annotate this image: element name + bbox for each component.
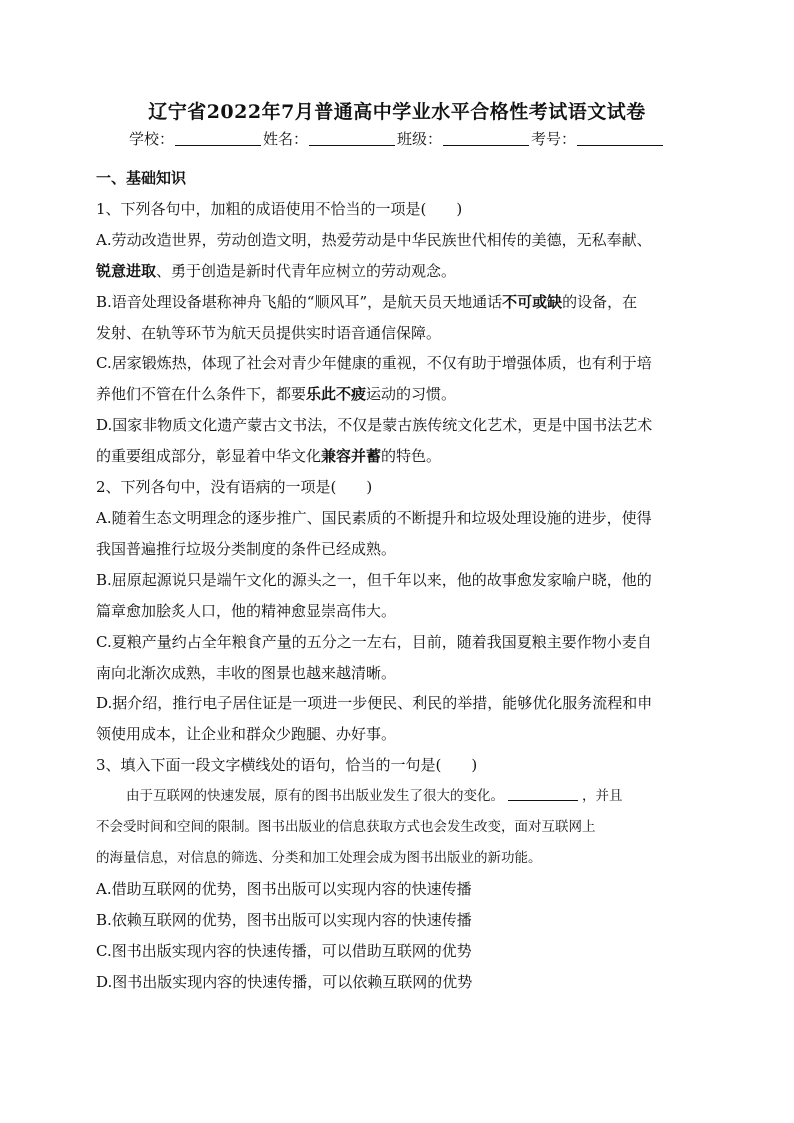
option-c-line-2: 南向北渐次成熟，丰收的图景也越来越清晰。 (96, 663, 397, 682)
option-a: A.借助互联网的优势，图书出版可以实现内容的快速传播 (96, 880, 472, 899)
option-d-line-1: D.国家非物质文化遗产蒙古文书法，不仅是蒙古族传统文化艺术，更是中国书法艺术 (96, 416, 653, 435)
bold-idiom: 不可或缺 (502, 292, 563, 311)
school-label: 学校： (128, 130, 174, 148)
question-stem: 3、填入下面一段文字横线处的语句，恰当的一句是( ) (96, 756, 478, 775)
option-c-line-1: C.居家锻炼热，体现了社会对青少年健康的重视，不仅有助于增强体质，也有利于培 (96, 354, 652, 373)
option-a-line-2: 我国普遍推行垃圾分类制度的条件已经成熟。 (96, 539, 397, 558)
option-d-line-2: 的重要组成部分，彰显着中华文化兼容并蓄的特色。 (96, 447, 442, 466)
student-info-line (0, 128, 794, 149)
option-a-line-2: 锐意进取、勇于创造是新时代青年应树立的劳动观念。 (96, 261, 457, 280)
option-d-line-1: D.据介绍，推行电子居住证是一项进一步便民、利民的举措，能够优化服务流程和申 (96, 694, 653, 713)
question-3 (96, 750, 696, 998)
option-c-line-2: 养他们不管在什么条件下，都要乐此不疲运动的习惯。 (96, 385, 457, 404)
school-blank[interactable] (175, 131, 261, 146)
question-stem: 2、下列各句中，没有语病的一项是( ) (96, 478, 373, 497)
question-2 (96, 472, 696, 750)
class-label: 班级： (397, 130, 443, 148)
option-b-line-2: 篇章愈加脍炙人口，他的精神愈显崇高伟大。 (96, 601, 397, 620)
option-b: B.依赖互联网的优势，图书出版可以实现内容的快速传播 (96, 911, 472, 930)
option-c-line-1: C.夏粮产量约占全年粮食产量的五分之一左右，目前，随着我国夏粮主要作物小麦自 (96, 632, 652, 651)
fill-in-blank (508, 788, 578, 801)
option-c: C.图书出版实现内容的快速传播，可以借助互联网的优势 (96, 941, 472, 960)
name-blank[interactable] (309, 131, 395, 146)
option-d-line-2: 领使用成本，让企业和群众少跑腿、办好事。 (96, 725, 397, 744)
exam-title: 辽宁省2022年7月普通高中学业水平合格性考试语文试卷 (148, 101, 646, 123)
option-a-line-1: A.劳动改造世界，劳动创造文明，热爱劳动是中华民族世代相传的美德，无私奉献、 (96, 230, 652, 249)
exam-number-label: 考号： (531, 130, 577, 148)
question-1 (96, 194, 696, 472)
option-b-line-1: B.屈原起源说只是端午文化的源头之一，但千年以来，他的故事愈发家喻户晓，他的 (96, 570, 652, 589)
bold-idiom: 乐此不疲 (306, 385, 367, 404)
exam-content (96, 163, 696, 998)
question-stem: 1、下列各句中，加粗的成语使用不恰当的一项是( ) (96, 199, 463, 218)
bold-idiom: 兼容并蓄 (321, 447, 382, 466)
bold-idiom: 锐意进取 (96, 261, 157, 280)
option-d: D.图书出版实现内容的快速传播，可以依赖互联网的优势 (96, 972, 473, 991)
option-b-line-2: 发射、在轨等环节为航天员提供实时语音通信保障。 (96, 323, 442, 342)
reading-passage: 由于互联网的快速发展，原有的图书出版业发生了很大的变化。 ，并且 不会受时间和空间的限制。图书出版业的信息获取方式也会发生改变，面对互联网上 的海量信息，对信息的筛选、分类和加工处理会成为图书出版业的新功能。 (96, 788, 623, 867)
option-b-line-1: B.语音处理设备堪称神舟飞船的“顺风耳”，是航天员天地通话不可或缺的设备，在 (96, 292, 638, 311)
exam-number-blank[interactable] (577, 131, 663, 146)
section-heading: 一、基础知识 (96, 169, 187, 187)
option-a-line-1: A.随着生态文明理念的逐步推广、国民素质的不断提升和垃圾处理设施的进步，使得 (96, 508, 652, 527)
class-blank[interactable] (443, 131, 529, 146)
name-label: 姓名： (262, 130, 308, 148)
